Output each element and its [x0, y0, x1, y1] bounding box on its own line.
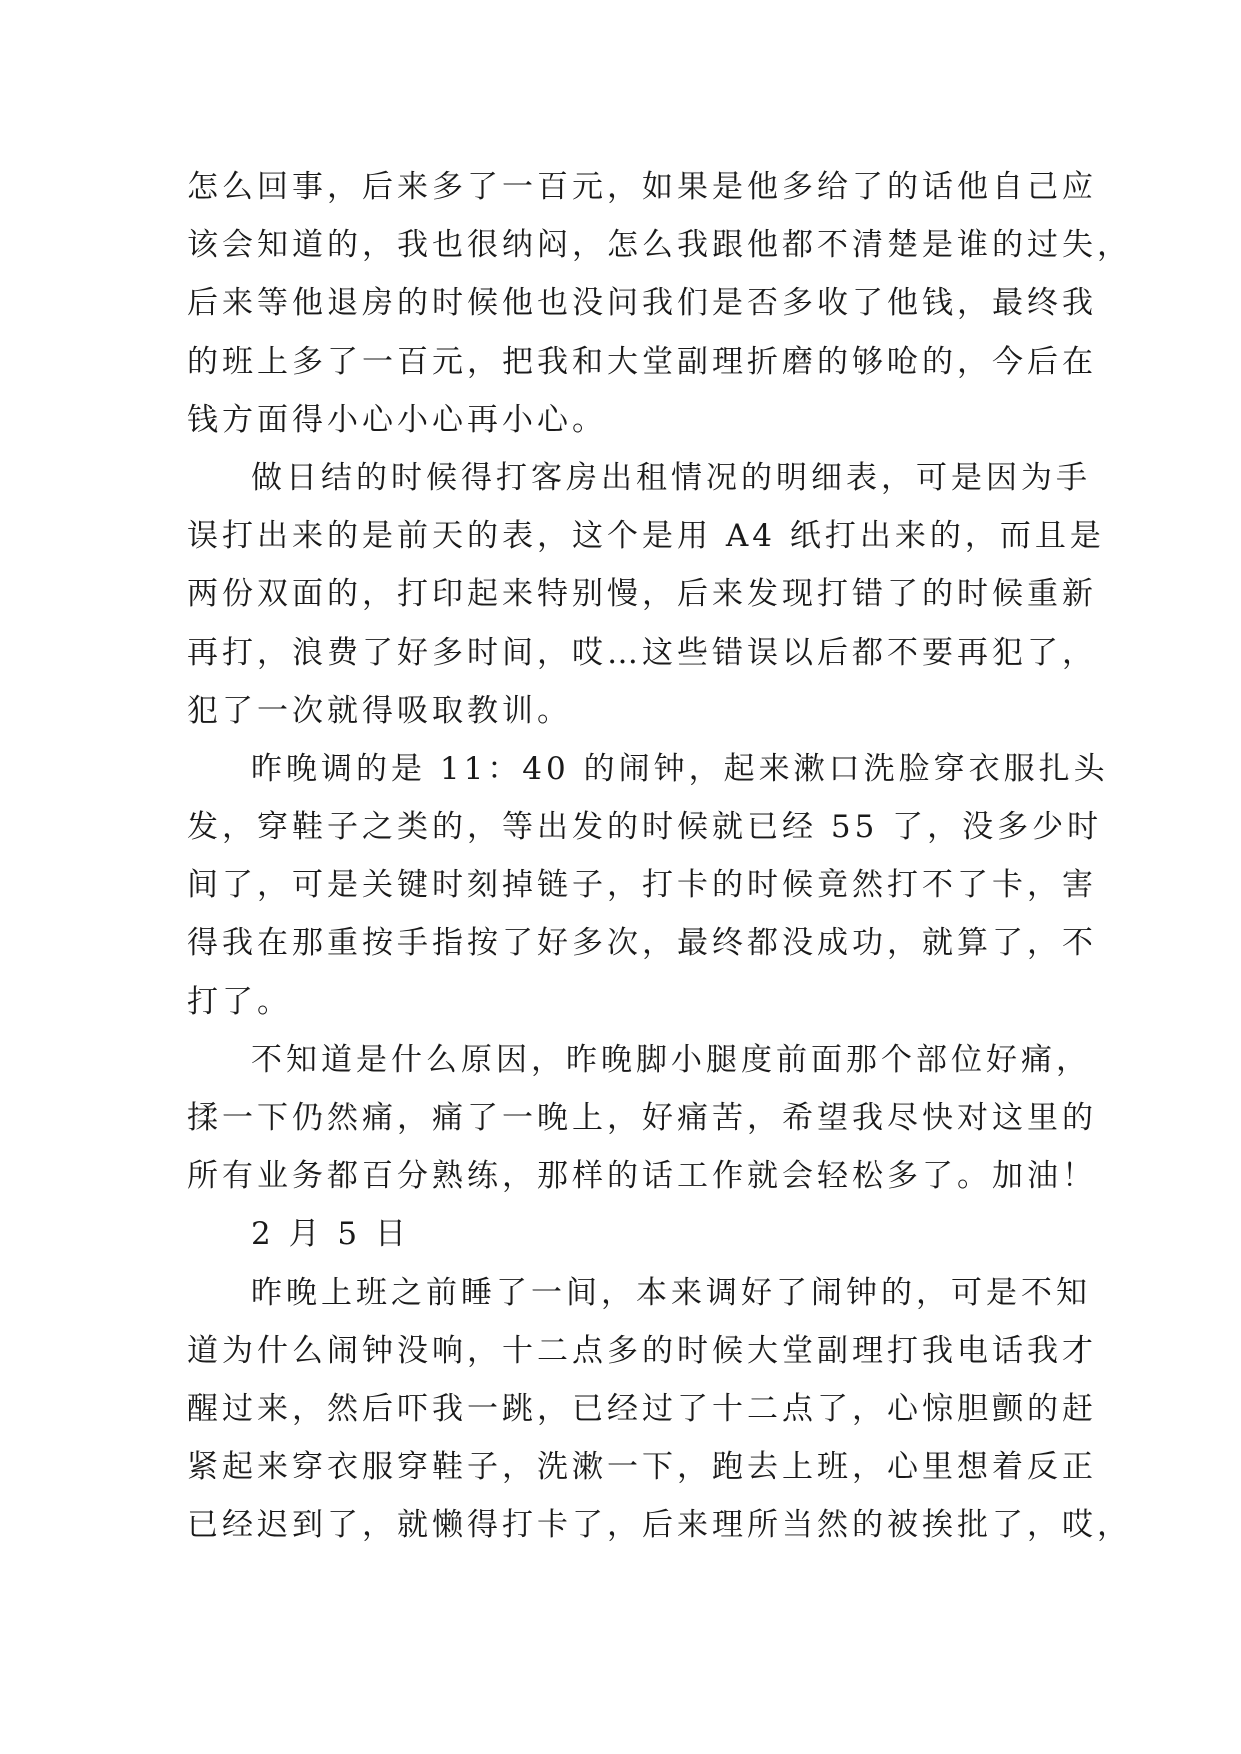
text-line: 该会知道的，我也很纳闷，怎么我跟他都不清楚是谁的过失， — [187, 227, 1132, 264]
text-line: 揉一下仍然痛，痛了一晚上，好痛苦，希望我尽快对这里的 — [187, 1100, 1097, 1136]
text-line: 已经迟到了，就懒得打卡了，后来理所当然的被挨批了，哎， — [187, 1507, 1132, 1544]
text-line: 后来等他退房的时候他也没问我们是否多收了他钱，最终我 — [187, 285, 1097, 322]
text-line: 两份双面的，打印起来特别慢，后来发现打错了的时候重新 — [187, 576, 1097, 613]
text-line: 怎么回事，后来多了一百元，如果是他多给了的话他自己应 — [187, 169, 1097, 205]
text-line: 所有业务都百分熟练，那样的话工作就会轻松多了。加油！ — [187, 1158, 1097, 1195]
text-line: 的班上多了一百元，把我和大堂副理折磨的够呛的，今后在 — [187, 343, 1097, 380]
text-line: 紧起来穿衣服穿鞋子，洗漱一下，跑去上班，心里想着反正 — [187, 1449, 1097, 1486]
document-body — [187, 158, 1132, 1555]
text-line: 误打出来的是前天的表，这个是用 A4 纸打出来的，而且是 — [187, 518, 1105, 555]
paragraph-start-line: 做日结的时候得打客房出租情况的明细表，可是因为手 — [251, 459, 1091, 496]
text-line: 得我在那重按手指按了好多次，最终都没成功，就算了，不 — [187, 925, 1097, 962]
date-heading: 2 月 5 日 — [251, 1216, 411, 1253]
paragraph-start-line: 不知道是什么原因，昨晚脚小腿度前面那个部位好痛， — [251, 1041, 1091, 1078]
text-line: 间了，可是关键时刻掉链子，打卡的时候竟然打不了卡，害 — [187, 867, 1097, 904]
text-line: 犯了一次就得吸取教训。 — [187, 692, 572, 729]
text-line: 打了。 — [187, 983, 292, 1020]
text-line: 道为什么闹钟没响，十二点多的时候大堂副理打我电话我才 — [187, 1332, 1097, 1369]
text-line: 再打，浪费了好多时间，哎…这些错误以后都不要再犯了， — [187, 634, 1097, 671]
paragraph-start-line: 昨晚调的是 11：40 的闹钟，起来漱口洗脸穿衣服扎头 — [251, 750, 1109, 787]
paragraph-start-line: 昨晚上班之前睡了一间，本来调好了闹钟的，可是不知 — [251, 1274, 1091, 1311]
text-line: 醒过来，然后吓我一跳，已经过了十二点了，心惊胆颤的赶 — [187, 1390, 1097, 1427]
text-line: 钱方面得小心小心再小心。 — [187, 401, 607, 438]
text-line: 发，穿鞋子之类的，等出发的时候就已经 55 了，没多少时 — [187, 809, 1103, 846]
